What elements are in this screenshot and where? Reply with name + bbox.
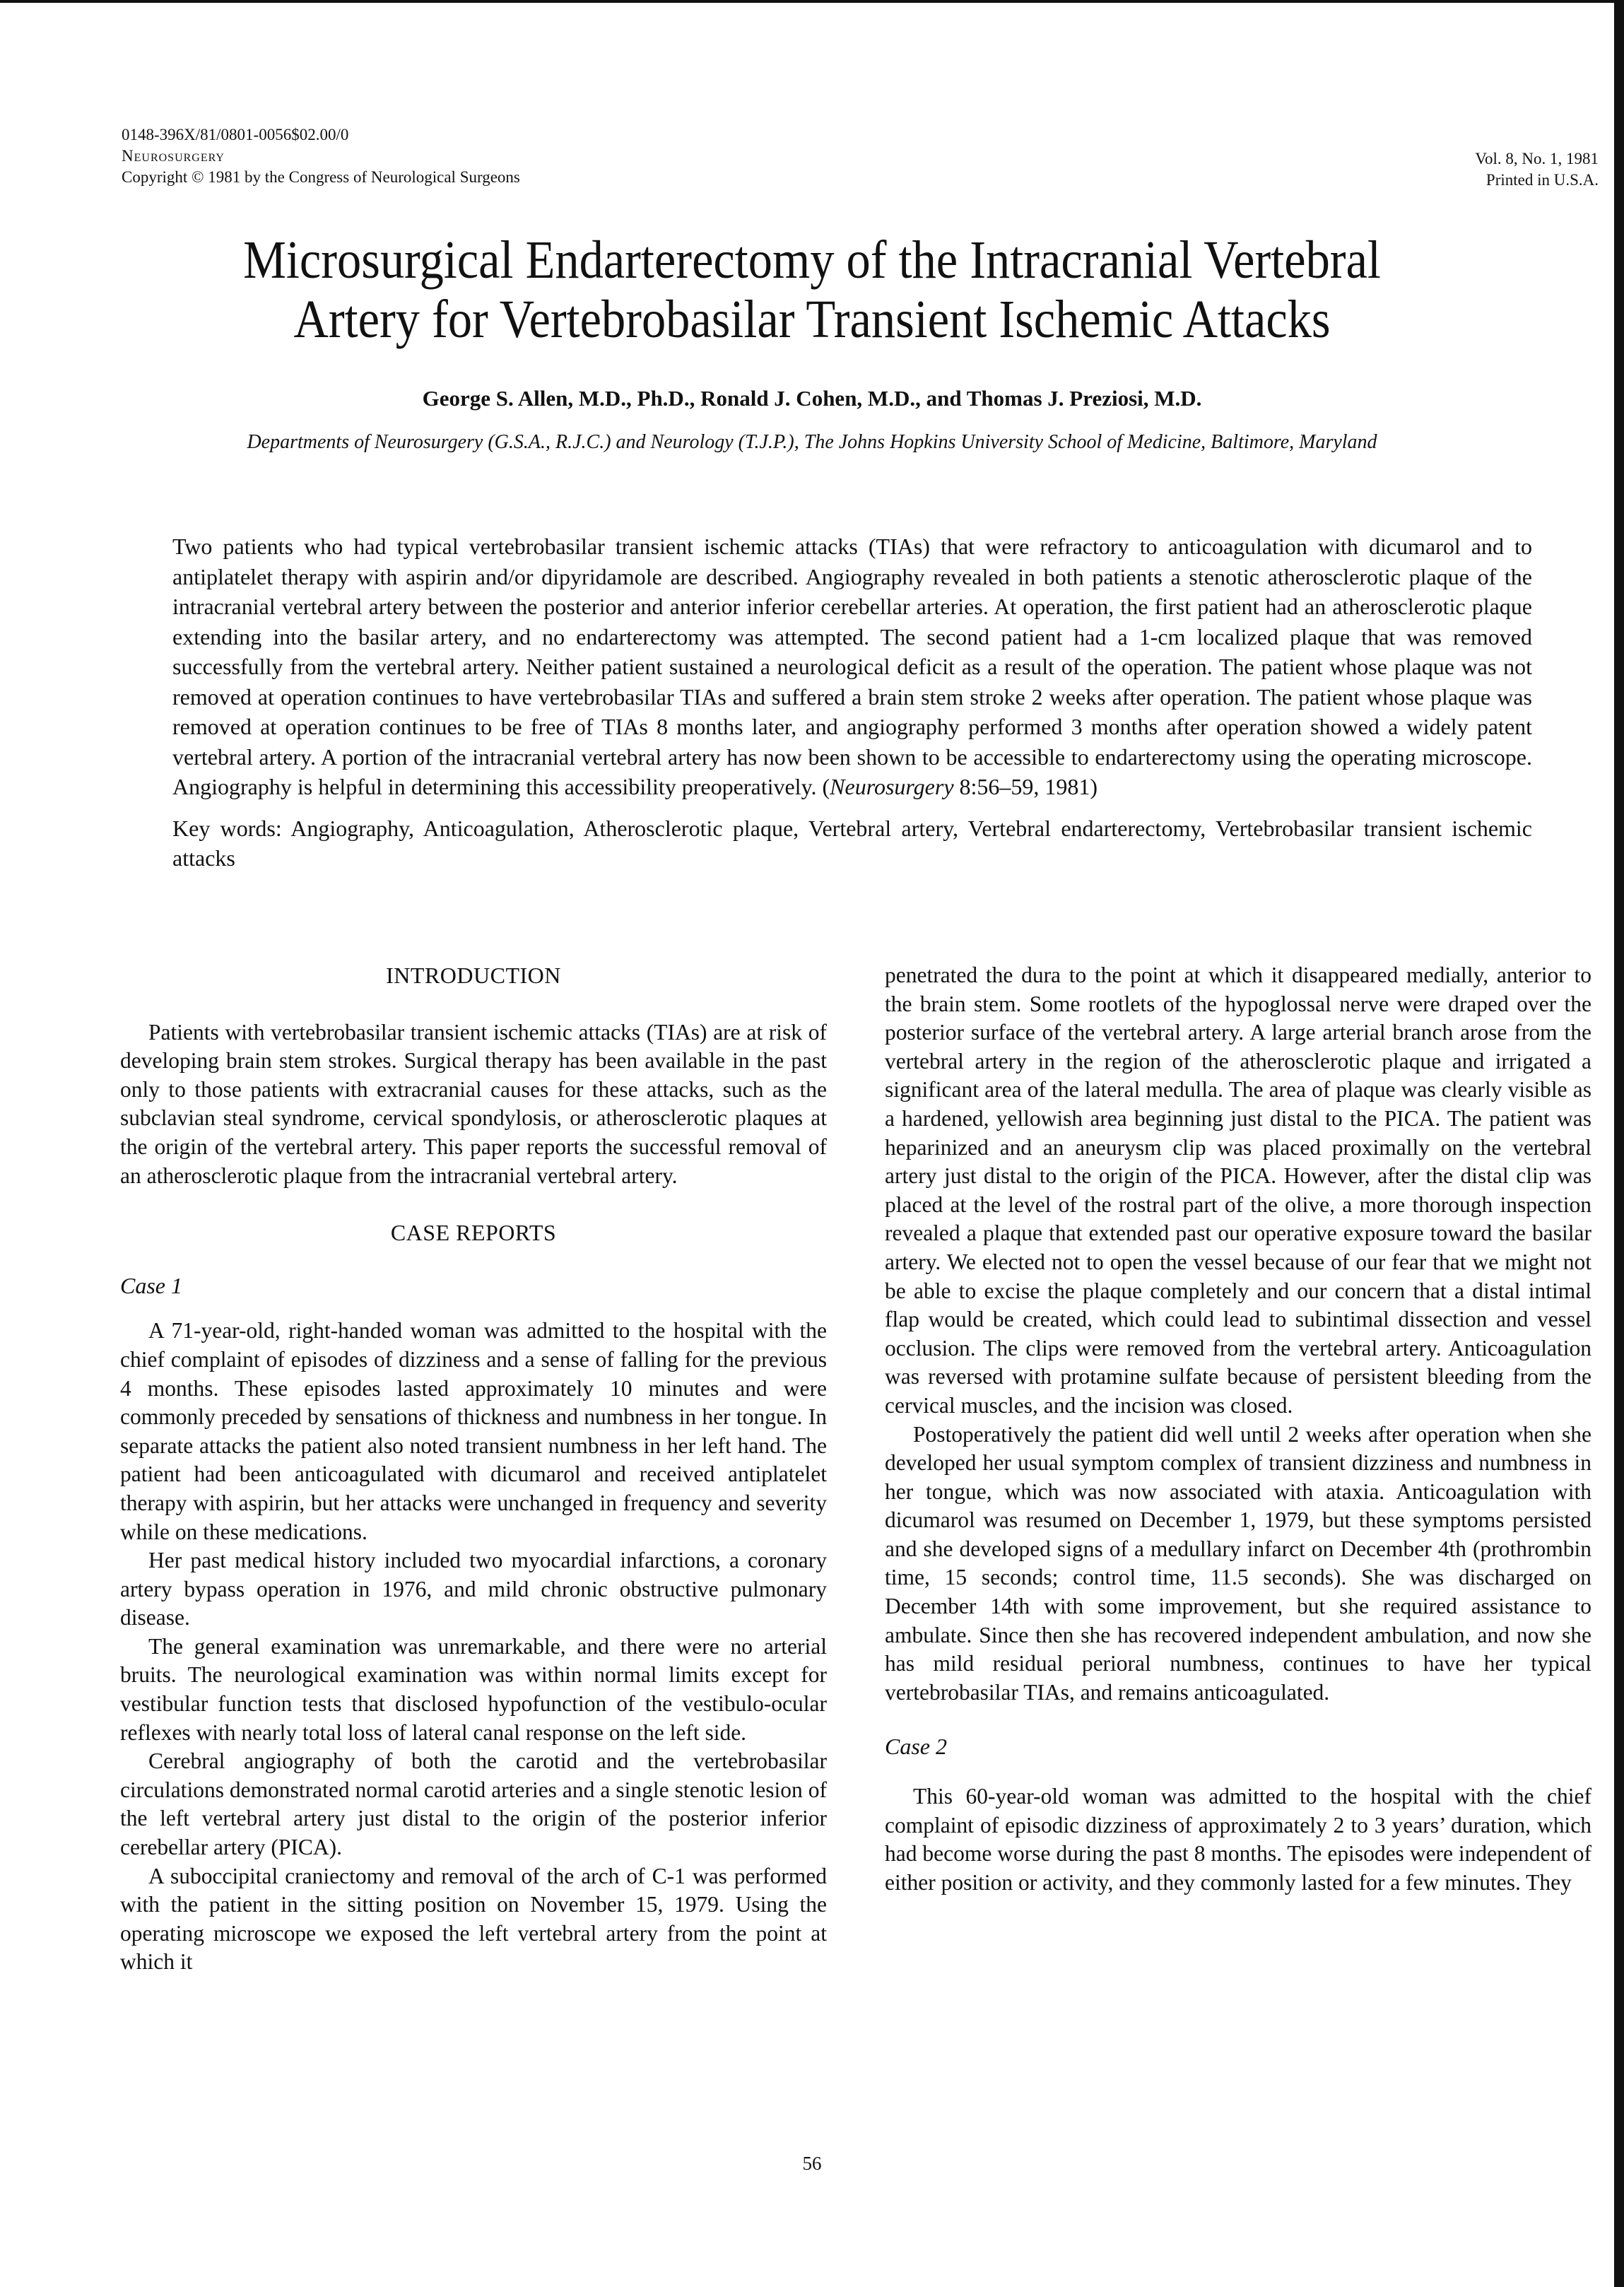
citation-journal: Neurosurgery [830, 774, 954, 799]
case-1-postoperative: Postoperatively the patient did well until 2 weeks after operation when she developed her usual symptom complex of transient dizziness and numbness in her tongue, which was now associated with ataxia. Anticoagulation with dicumarol was resumed on December 1, 1979, but these symptoms persisted and she developed signs of a medullary infarct on December 4th (prothrombin time, 15 seconds; control time, 11.5 seconds). She was discharged on December 14th with some improvement, but she required assistance to ambulate. Since then she has recovered independent ambulation, and now she has mild residual perioral numbness, continues to have her typical vertebrobasilar TIAs, and remains anticoagulated. [885, 1421, 1591, 1705]
author-list: George S. Allen, M.D., Ph.D., Ronald J. Cohen, M.D., and Thomas J. Preziosi, M.D. [422, 386, 1202, 411]
case-1-heading: Case 1 [120, 1272, 182, 1298]
citation-details: 8:56–59, 1981) [953, 774, 1098, 799]
right-column [885, 961, 1591, 1897]
publication-info [122, 124, 520, 188]
introduction-heading: INTRODUCTION [386, 963, 561, 988]
abstract-body [172, 531, 1532, 802]
scan-border-right [1614, 0, 1624, 2287]
case-1-paragraph: The general examination was unremarkable, and there were no arterial bruits. The neurological examination was within normal limits except for vestibular function tests that disclosed hypofunction of the vestibulo-ocular reflexes with nearly total loss of lateral canal response on the left side. [120, 1633, 827, 1745]
keywords: Key words: Angiography, Anticoagulation, Atherosclerotic plaque, Vertebral artery, Vertebral endarterectomy, Vertebrobasilar transient ischemic attacks [172, 815, 1532, 871]
abstract [172, 531, 1532, 874]
article-title [81, 230, 1543, 349]
case-1-paragraph: Her past medical history included two myocardial infarctions, a coronary artery bypass operation in 1976, and mild chronic obstructive pulmonary disease. [120, 1548, 827, 1630]
page-number: 56 [802, 2153, 822, 2174]
left-column [120, 961, 827, 1977]
introduction-paragraph: Patients with vertebrobasilar transient ischemic attacks (TIAs) are at risk of developing brain stem strokes. Surgical therapy has been available in the past only to those patients with extracranial causes for these attacks, such as the subclavian steal syndrome, cervical spondylosis, or atherosclerotic plaques at the origin of the vertebral artery. This paper reports the successful removal of an atherosclerotic plaque from the intracranial vertebral artery. [120, 1019, 827, 1188]
journal-name: Neurosurgery [122, 147, 225, 165]
case-1-paragraph: A suboccipital craniectomy and removal of the arch of C-1 was performed with the patient in the sitting position on November 15, 1979. Using the operating microscope we exposed the left vertebral artery from the point at which it [120, 1863, 827, 1975]
case-1-paragraph: Cerebral angiography of both the carotid and the vertebrobasilar circulations demonstrated normal carotid arteries and a single stenotic lesion of the left vertebral artery just distal to the origin of the posterior inferior cerebellar artery (PICA). [120, 1748, 827, 1860]
scan-border-top [0, 0, 1624, 3]
case-1-continuation: penetrated the dura to the point at which it disappeared medially, anterior to the brain stem. Some rootlets of the hypoglossal nerve were draped over the posterior surface of the vertebral artery. A large arterial branch arose from the vertebral artery in the region of the atherosclerotic plaque and irrigated a significant area of the lateral medulla. The area of plaque was clearly visible as a hardened, yellowish area beginning just distal to the PICA. The patient was heparinized and an aneurysm clip was placed proximally on the vertebral artery just distal to the origin of the PICA. However, after the distal clip was placed at the level of the rostral part of the olive, a more thorough inspection revealed a plaque that extended past our operative exposure toward the basilar artery. We elected not to open the vessel because of our fear that we might not be able to excise the plaque completely and our concern that a distal intimal flap would be created, which could lead to subintimal dissection and vessel occlusion. The clips were removed from the vertebral artery. Anticoagulation was reversed with protamine sulfate because of persistent bleeding from the cervical muscles, and the incision was closed. [885, 963, 1591, 1418]
abstract-text: Two patients who had typical vertebrobasilar transient ischemic attacks (TIAs) that were refractory to anticoagulation with dicumarol and to antiplatelet therapy with aspirin and/or dipyridamole are described. Angiography revealed in both patients a stenotic atherosclerotic plaque of the intracranial vertebral artery between the posterior and anterior inferior cerebellar arteries. At operation, the first patient had an atherosclerotic plaque extending into the basilar artery, and no endarterectomy was attempted. The second patient had a 1-cm localized plaque that was removed successfully from the vertebral artery. Neither patient sustained a neurological deficit as a result of the operation. The patient whose plaque was not removed at operation continues to have vertebrobasilar TIAs and suffered a brain stem stroke 2 weeks after operation. The patient whose plaque was removed at operation continues to be free of TIAs 8 months later, and angiography performed 3 months after operation showed a widely patent vertebral artery. A portion of the intracranial vertebral artery has now been shown to be accessible to endarterectomy using the operating microscope. Angiography is helpful in determining this accessibility preoperatively. ( [172, 534, 1532, 799]
copyright-line: Copyright © 1981 by the Congress of Neurological Surgeons [122, 168, 520, 186]
article-code: 0148-396X/81/0801-0056$02.00/0 [122, 126, 349, 143]
case-2-heading: Case 2 [885, 1734, 947, 1760]
case-reports-heading: CASE REPORTS [390, 1220, 557, 1246]
affiliation: Departments of Neurosurgery (G.S.A., R.J.C.) and Neurology (T.J.P.), The Johns Hopkins University School of Medicine, Baltimore, Maryland [247, 431, 1377, 453]
printed-line: Printed in U.S.A. [1485, 171, 1599, 189]
volume-line: Vol. 8, No. 1, 1981 [1475, 150, 1599, 167]
title-line-2: Artery for Vertebrobasilar Transient Ischemic Attacks [293, 290, 1331, 349]
title-line-1: Microsurgical Endarterectomy of the Intracranial Vertebral [243, 230, 1381, 290]
case-1-paragraph: A 71-year-old, right-handed woman was admitted to the hospital with the chief complaint of episodes of dizziness and a sense of falling for the previous 4 months. These episodes lasted approximately 10 minutes and were commonly preceded by sensations of thickness and numbness in her tongue. In separate attacks the patient also noted transient numbness in her left hand. The patient had been anticoagulated with dicumarol and received antiplatelet therapy with aspirin, but her attacks were unchanged in frequency and severity while on these medications. [120, 1318, 827, 1544]
issue-info [1475, 148, 1599, 191]
case-2-paragraph: This 60-year-old woman was admitted to the hospital with the chief complaint of episodic dizziness of approximately 2 to 3 years’ duration, which had become worse during the past 8 months. The episodes were independent of either position or activity, and they commonly lasted for a few minutes. They [885, 1784, 1591, 1895]
